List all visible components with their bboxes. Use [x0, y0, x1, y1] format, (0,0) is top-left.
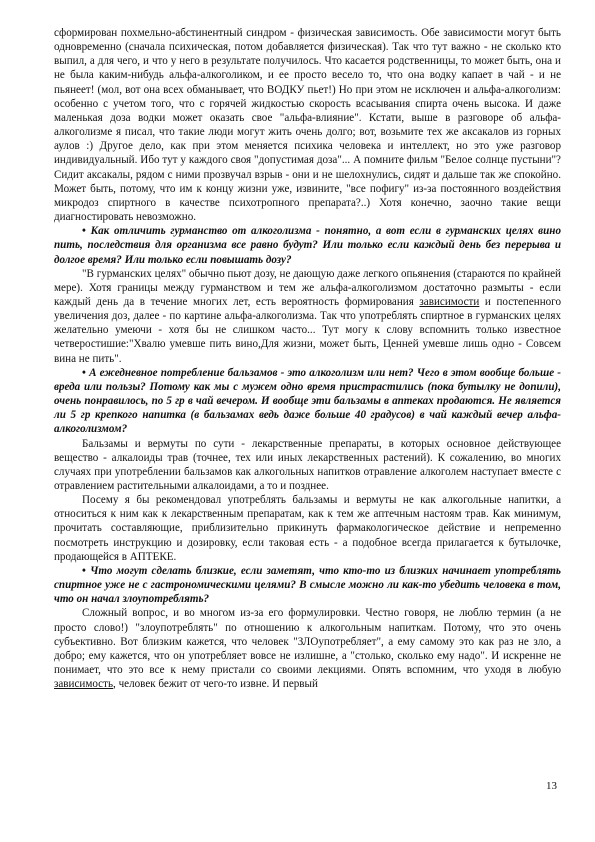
bullet-icon: • [82, 225, 86, 238]
answer-text: , человек бежит от чего-то извне. И первый [113, 678, 318, 691]
question-balsams [54, 366, 561, 437]
question-relatives [54, 564, 561, 606]
answer-text: "В гурманских целях" обычно пьют дозу, не дающую даже легкого опьянения (стараются по крайней мере). Хотя границы между гурманством и тем же альфа-алкоголизмом достаточно размыты - если каждый день да в течение многих лет, есть вероятность формирования [54, 267, 561, 308]
question-text: Что могут сделать близкие, если заметят, что кто-то из близких начинает употреблять спиртное уже не с гастрономическими целями? В смысле можно ли как-то убедить человека в том, что он начал злоупотреблять? [54, 564, 561, 606]
paragraph-relatives-answer [54, 606, 561, 691]
answer-text: Сложный вопрос, и во многом из-за его формулировки. Честно говоря, не люблю термин (а не просто слово!) "злоупотреблять" по отношению к алкогольным напиткам. Потому, что это очень субъективно. Вот близким кажется, что человек "ЗЛОупотребляет", а ему самому это как раз не зло, а добро; ему кажется, что он употребляет вовсе не излишне, а "столько, сколько ему надо". И искренне не понимает, что это все к нему пристали со своими лекциями. Опять вспомним, что уходя в любую [54, 607, 561, 677]
bullet-icon: • [82, 564, 86, 577]
underlined-term: зависимость [54, 678, 114, 691]
bullet-icon: • [82, 366, 86, 379]
question-gourmet-wine [54, 224, 561, 266]
paragraph-alcoholism-forms: сформирован похмельно-абстинентный синдром - физическая зависимость. Обе зависимости могут быть одновременно (сначала психическая, потом добавляется физическая). Так что тут важно - не сколько кто выпил, а для чего, и что у него в результате получилось. Что касается родственницы, то может быть, она и не была каким-нибудь альфа-алкоголиком, и ее просто весело то, что она водку капает в чай - и не пьянеет! (мол, вот она всех обманывает, что ВОДКУ пьет!) Но при этом не исключен и альфа-алкоголизм: особенно с учетом того, что с горячей жидкостью скорость всасывания спирта очень высока. И даже маленькая доза водки может оказать свое "альфа-влияние". Кстати, выше в разговоре об альфа-алкоголизме я писал, что такие люди могут жить очень долго; вот, возьмите тех же аксакалов из горных аулов :) Другое дело, как при этом меняется психика человека и интеллект, но это уже разговор индивидуальный. Ибо тут у каждого своя "допустимая доза"... А помните фильм "Белое солнце пустыни"? Сидит аксакалы, рядом с ними прозвучал взрыв - они и не шелохнулись, сидят и дальше так же спокойно. Может быть, потому, что им к концу жизни уже, извините, "все пофигу" из-за постоянного воздействия микродоз спиртного в качестве психотропного препарата?..) Хотя конечно, заочно такие вещи диагностировать невозможно. [54, 27, 561, 224]
answer-text: и постепенного увеличения доз, далее - по картине альфа-алкоголизма. Так что употреблять спиртное в гурманских целях желательно умеючи - хотя бы не слишком часто... Тут могу к слову вспомнить только известное четверостишие:"Хвалю умевше пить вино,Для жизни, может быть, Ценней умевше лишь одно - Совсем вина не пить". [54, 295, 562, 365]
page-number: 13 [546, 780, 557, 792]
paragraph-balsams-answer: Бальзамы и вермуты по сути - лекарственные препараты, в которых основное действующее вещество - алкалоиды трав (точнее, тех или иных лекарственных растений). К сожалению, во многих случаях при употреблении бальзамов как алкогольных напитков отравление алкоголем наступает вместе с отравлением растительными алкалоидами, а то и позднее. [54, 437, 561, 492]
question-text: Как отличить гурманство от алкоголизма - понятно, а вот если в гурманских целях вино пить, последствия для организма все равно будут? Или только если каждый день без перерыва и долгое время? Или только если повышать дозу? [54, 225, 561, 266]
paragraph-gourmet-answer [54, 267, 561, 366]
underlined-term: зависимости [419, 295, 480, 308]
page-body [54, 26, 561, 691]
question-text: А ежедневное потребление бальзамов - это алкоголизм или нет? Чего в этом вообще больше - вреда или пользы? Потому как мы с мужем одно время пристрастились (пока бутылку не допили), очень понравилось, по 5 гр в чай вечером. И вообще эти бальзамы в аптеках продаются. Не является ли 5 гр крепкого напитка (в бальзамах ведь даже больше 40 градусов) в чай каждый вечер альфа-алкоголизмом? [54, 366, 561, 436]
paragraph-balsams-recommendation: Посему я бы рекомендовал употреблять бальзамы и вермуты не как алкогольные напитки, а относиться к ним как к лекарственным препаратам, как к тем же аптечным настоям трав. Как минимум, прочитать составляющие, приблизительно прикинуть фармакологическое действие и непременно посмотреть инструкцию и дозировку, если таковая есть - а подобное всегда прилагается к бутылочке, продающейся в АПТЕКЕ. [54, 494, 561, 563]
